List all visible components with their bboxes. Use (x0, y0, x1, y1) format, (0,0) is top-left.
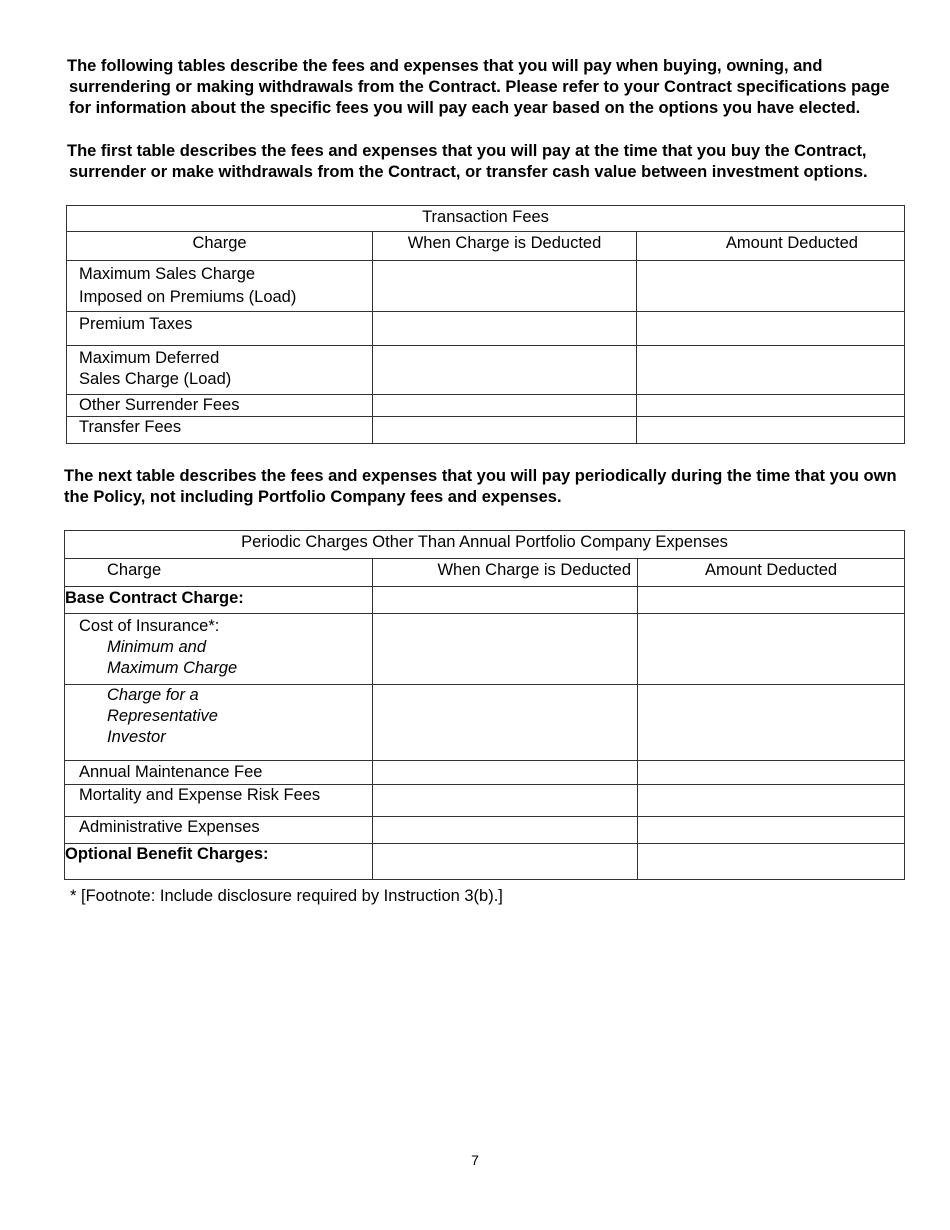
when-deducted-cell (373, 844, 638, 880)
cost-of-insurance-label: Cost of Insurance*: (79, 617, 220, 635)
intro-line: The following tables describe the fees and expenses that you will pay when buying, owning, and (67, 57, 823, 75)
charge-cell (67, 261, 373, 312)
table-row (67, 346, 905, 395)
charge-cell (65, 614, 373, 685)
table-row (65, 614, 905, 685)
intro-paragraph (67, 56, 890, 119)
amount-deducted-cell (637, 395, 905, 417)
table-title: Transaction Fees (67, 206, 905, 232)
charge-text: Investor (107, 728, 166, 746)
charge-text: Mortality and Expense Risk Fees (79, 786, 321, 804)
charge-text: Sales Charge (Load) (79, 370, 232, 388)
charge-text: Annual Maintenance Fee (79, 763, 263, 781)
periodic-charges-table (64, 530, 905, 880)
amount-deducted-cell (637, 417, 905, 444)
charge-text: Other Surrender Fees (79, 396, 240, 414)
charge-text: Administrative Expenses (79, 818, 260, 836)
charge-cell (65, 785, 373, 817)
when-deducted-cell (373, 417, 637, 444)
when-deducted-cell (373, 761, 638, 785)
charge-cell (65, 685, 373, 761)
when-deducted-cell (373, 587, 638, 614)
when-deducted-cell (373, 614, 638, 685)
amount-deducted-cell (637, 346, 905, 395)
charge-cell (67, 346, 373, 395)
charge-cell (65, 761, 373, 785)
charge-text: Charge for a (107, 686, 199, 704)
amount-deducted-cell (638, 844, 905, 880)
table-row (65, 685, 905, 761)
when-deducted-cell (373, 395, 637, 417)
table-row (65, 761, 905, 785)
intro-line: surrender or make withdrawals from the Contract, or transfer cash value between investment options. (69, 163, 868, 181)
amount-deducted-cell (638, 785, 905, 817)
table-row (65, 785, 905, 817)
column-header-when-deducted: When Charge is Deducted (373, 559, 638, 587)
table-row (65, 587, 905, 614)
optional-benefit-charges-label: Optional Benefit Charges: (65, 844, 373, 880)
column-header-charge: Charge (67, 232, 373, 261)
amount-deducted-cell (638, 614, 905, 685)
column-header-amount-deducted: Amount Deducted (637, 232, 905, 261)
page-number: 7 (471, 1152, 479, 1168)
column-header-charge: Charge (65, 559, 373, 587)
table-row (67, 261, 905, 312)
charge-cell (67, 417, 373, 444)
intro-line: The first table describes the fees and expenses that you will pay at the time that you buy the Contract, (67, 142, 867, 160)
amount-deducted-cell (638, 817, 905, 844)
charge-text: Maximum Sales Charge (79, 265, 256, 283)
when-deducted-cell (373, 817, 638, 844)
amount-deducted-cell (638, 685, 905, 761)
transaction-fees-table (66, 205, 905, 444)
charge-text: Maximum Deferred (79, 349, 220, 367)
amount-deducted-cell (637, 261, 905, 312)
table-row (65, 844, 905, 880)
base-contract-charge-label: Base Contract Charge: (65, 587, 373, 614)
column-header-when-deducted: When Charge is Deducted (373, 232, 637, 261)
footnote: * [Footnote: Include disclosure required by Instruction 3(b).] (70, 887, 503, 905)
amount-deducted-cell (638, 761, 905, 785)
next-table-intro (64, 466, 897, 508)
first-table-intro (67, 141, 868, 183)
table-row (67, 312, 905, 346)
table-row (65, 817, 905, 844)
when-deducted-cell (373, 312, 637, 346)
intro-line: for information about the specific fees you will pay each year based on the options you have elected. (69, 99, 861, 117)
amount-deducted-cell (637, 312, 905, 346)
charge-text: Transfer Fees (79, 418, 182, 436)
table-row (67, 395, 905, 417)
intro-line: The next table describes the fees and expenses that you will pay periodically during the time that you own (64, 467, 897, 485)
charge-cell (67, 395, 373, 417)
charge-text: Maximum Charge (107, 659, 238, 677)
charge-text: Minimum and (107, 638, 207, 656)
when-deducted-cell (373, 261, 637, 312)
when-deducted-cell (373, 346, 637, 395)
charge-cell (65, 817, 373, 844)
table-row (67, 417, 905, 444)
intro-line: the Policy, not including Portfolio Company fees and expenses. (64, 488, 562, 506)
charge-text: Premium Taxes (79, 315, 193, 333)
amount-deducted-cell (638, 587, 905, 614)
when-deducted-cell (373, 685, 638, 761)
charge-text: Imposed on Premiums (Load) (79, 288, 297, 306)
charge-text: Representative (107, 707, 218, 725)
when-deducted-cell (373, 785, 638, 817)
charge-cell (67, 312, 373, 346)
intro-line: surrendering or making withdrawals from the Contract. Please refer to your Contract specifications page (69, 78, 890, 96)
table-title: Periodic Charges Other Than Annual Portfolio Company Expenses (65, 531, 905, 559)
column-header-amount-deducted: Amount Deducted (638, 559, 905, 587)
